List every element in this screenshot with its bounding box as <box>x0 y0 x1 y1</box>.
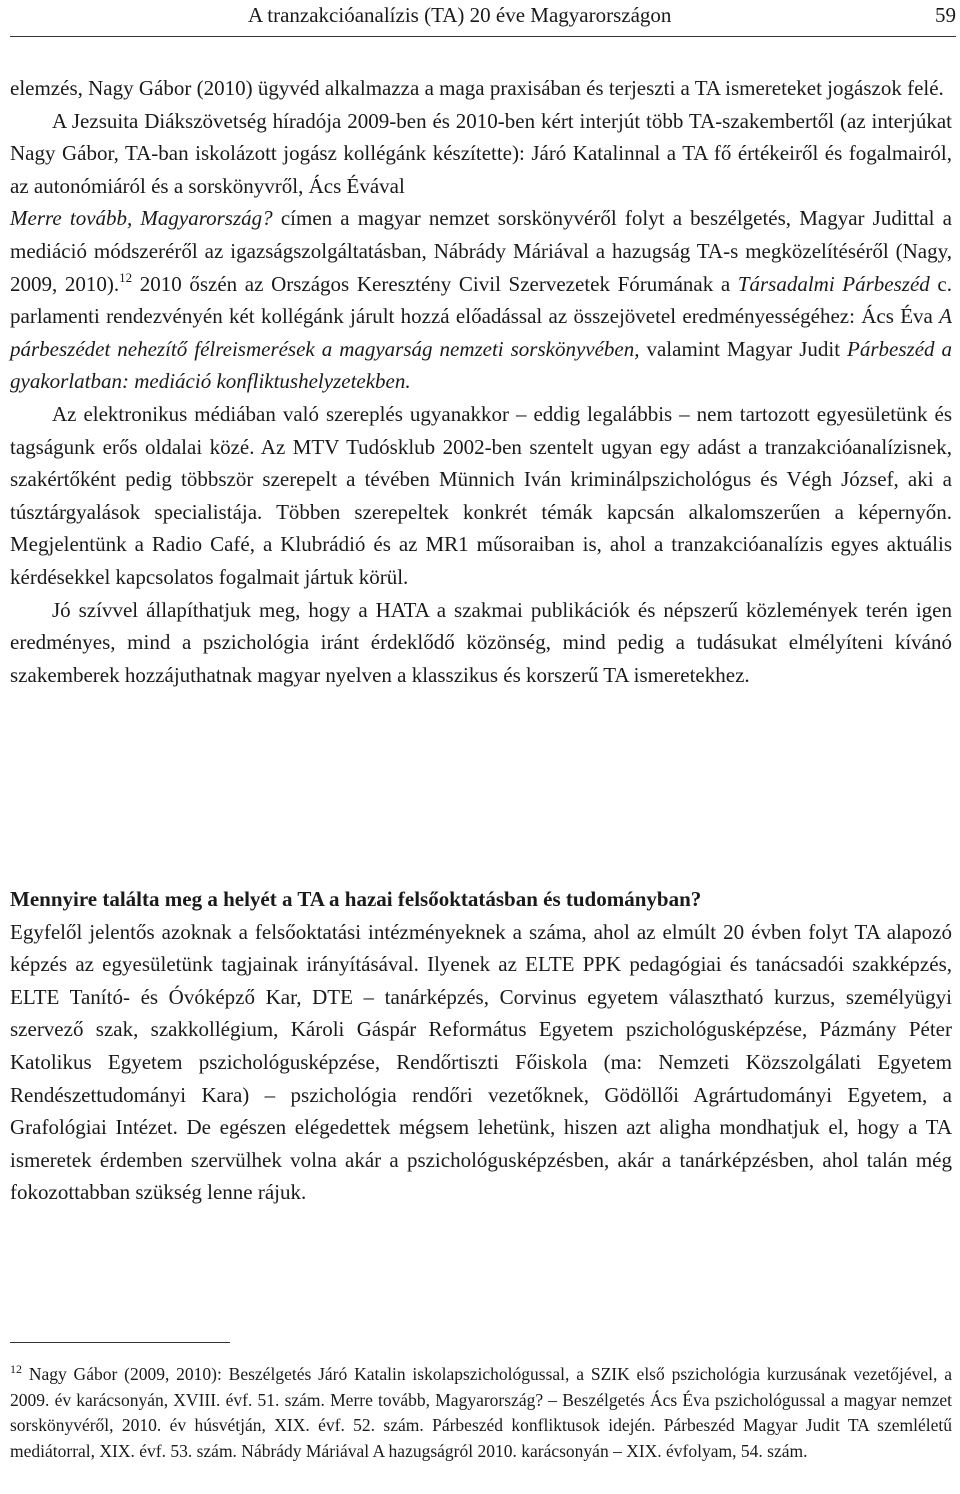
paragraph-2-part-a: A Jezsuita Diákszövetség híradója 2009-ben és 2010-ben kért interjút több TA-szakembertől (az interjúkat Nagy Gábor, TA-ban iskolázott jogász kollégánk készítette): Járó Katalinnal a TA fő értékeiről és fogalmairól, az autonómiáról és a sorskönyvről, Ács Évával <box>10 108 952 198</box>
paragraph-2-part-h: valamint Magyar Judit <box>639 336 848 361</box>
page-number: 59 <box>935 3 956 27</box>
paragraph-2-part-c: címen a magyar nemzet sorskönyvéről folyt a beszélgetés, Magyar Judittal a mediáció módszeréről az igazságszolgáltatásban, Nábrády Máriával a hazugság TA-s megközelítéséről (Nagy, 2009, 2010). <box>10 206 952 296</box>
paragraph-3: Az elektronikus médiában való szereplés ugyanakkor – eddig legalábbis – nem tartozott egyesületünk és tagságunk erős oldalai közé. Az MTV Tudósklub 2002-ben szentelt ugyan egy adást a tranzakcióanalízisnek, szakértőként pedig többször szerepelt a tévében Münnich Iván kriminálpszichológus és Végh József, aki a túsztárgyalások specialistája. Többen szerepeltek konkrét témák kapcsán alkalomszerűen a képernyőn. Megjelentünk a Radio Café, a Klubrádió és az MR1 műsoraiban is, ahol a tranzakcióanalízis egyes aktuális kérdésekkel kapcsolatos fogalmait jártuk körül. <box>10 401 952 589</box>
header-title: A tranzakcióanalízis (TA) 20 éve Magyarországon <box>248 3 672 27</box>
paragraph-2-italic-title-3: A párbeszédet nehezítő félreismerések a magyarság nemzeti sorskönyvében, <box>10 304 952 361</box>
paragraph-2-italic-title-1: Merre tovább, Magyarország? <box>10 206 273 231</box>
paragraph-2-part-f: c. parlamenti rendezvényén két kollégánk járult hozzá előadással az összejövetel eredményességéhez: Ács Éva <box>10 271 952 329</box>
footnote-reference[interactable]: 12 <box>119 269 133 285</box>
paragraph-1: elemzés, Nagy Gábor (2010) ügyvéd alkalmazza a maga praxisában és terjeszti a TA ismereteket jogászok felé. <box>10 76 944 100</box>
section-heading: Mennyire találta meg a helyét a TA a hazai felsőoktatásban és tudományban? <box>10 887 702 911</box>
paragraph-2-italic-title-4: Párbeszéd a gyakorlatban: mediáció konfliktushelyzetekben. <box>10 336 952 394</box>
body-text-section <box>10 883 952 1209</box>
paragraph-2-italic-title-2: Társadalmi Párbeszéd <box>737 271 930 296</box>
running-header <box>10 0 956 30</box>
footnote-divider <box>10 1342 230 1343</box>
footnote-text: Nagy Gábor (2009, 2010): Beszélgetés Járó Katalin iskolapszichológussal, a SZIK első pszichológia kurzusának vezetőjével, a 2009. év karácsonyán, XVIII. évf. 51. szám. Merre tovább, Magyarország? – Beszélgetés Ács Éva pszichológussal a magyar nemzet sorskönyvéről, 2010. év húsvétján, XIX. évf. 52. szám. Párbeszéd konfliktusok idején. Párbeszéd Magyar Judit TA szemléletű mediátorral, XIX. évf. 53. szám. Nábrády Máriával A hazugságról 2010. karácsonyán – XIX. évfolyam, 54. szám. <box>10 1364 953 1461</box>
body-text-upper <box>10 72 952 691</box>
paragraph-2 <box>10 105 952 398</box>
paragraph-2-part-d: 2010 őszén az Országos Keresztény Civil Szervezetek Fórumának a <box>132 271 738 296</box>
footnote-number: 12 <box>10 1362 22 1376</box>
footnote-12 <box>10 1362 952 1464</box>
paragraph-5: Egyfelől jelentős azoknak a felsőoktatási intézményeknek a száma, ahol az elmúlt 20 évben folyt TA alapozó képzés az egyesületünk tagjainak irányításával. Ilyenek az ELTE PPK pedagógiai és tanácsadói szakképzés, ELTE Tanító- és Óvóképző Kar, DTE – tanárképzés, Corvinus egyetem választható kurzus, személyügyi szervező szak, szakkollégium, Károli Gáspár Református Egyetem pszichológusképzése, Pázmány Péter Katolikus Egyetem pszichológusképzése, Rendőrtiszti Főiskola (ma: Nemzeti Közszolgálati Egyetem Rendészettudományi Kara) – pszichológia rendőri vezetőknek, Gödöllői Agrártudományi Egyetem, a Grafológiai Intézet. De egészen elégedettek mégsem lehetünk, hiszen azt aligha mondhatjuk el, hogy a TA ismeretek érdemben szervülhek volna akár a pszichológusképzésben, akár a tanárképzésben, ahol talán még fokozottabban szükség lenne rájuk. <box>10 919 952 1205</box>
paragraph-4: Jó szívvel állapíthatjuk meg, hogy a HATA a szakmai publikációk és népszerű közlemények terén igen eredményes, mind a pszichológia iránt érdeklődő közönség, mind pedig a tudásukat elmélyíteni kívánó szakemberek hozzájuthatnak magyar nyelven a klasszikus és korszerű TA ismeretekhez. <box>10 597 952 687</box>
header-divider <box>10 36 956 37</box>
